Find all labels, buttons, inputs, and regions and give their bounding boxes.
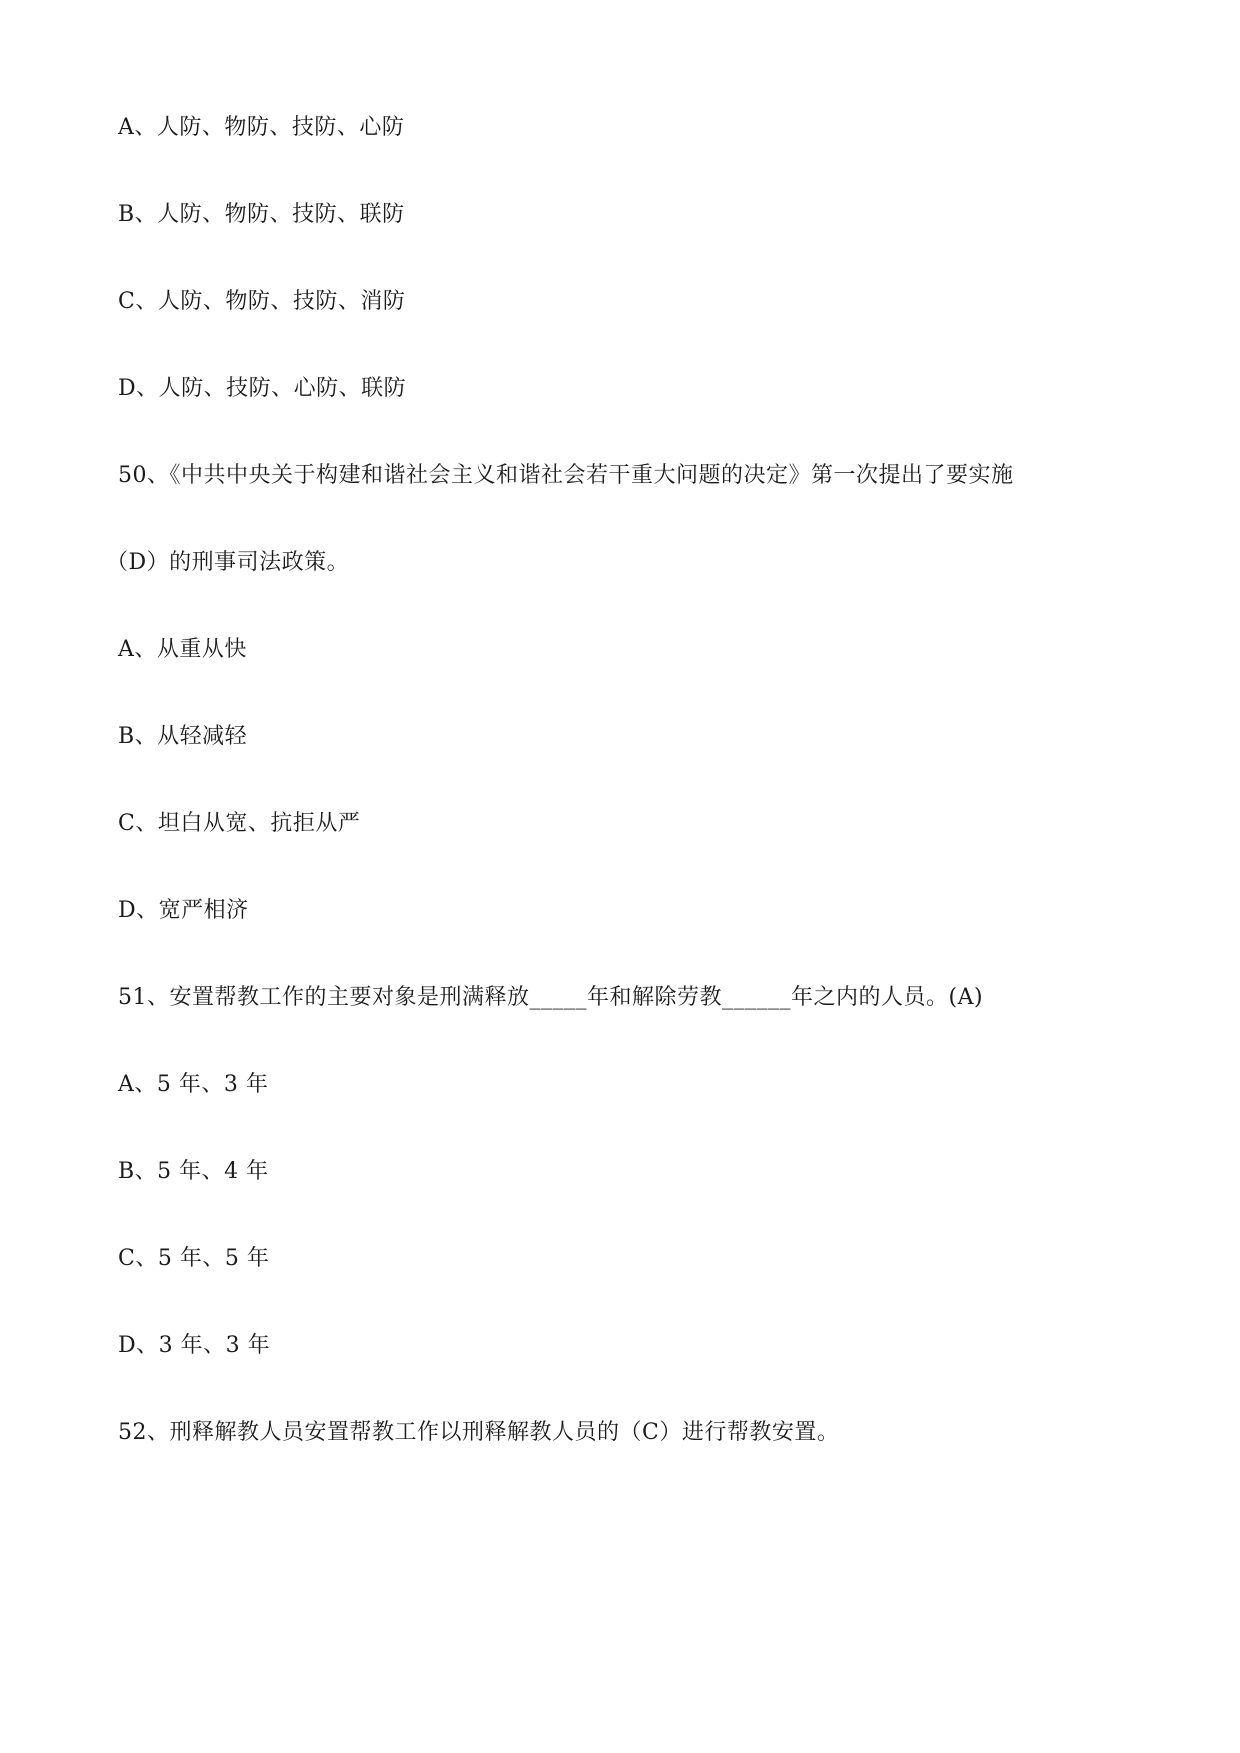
q50-stem-line2: （D）的刑事司法政策。: [106, 550, 350, 575]
q51-option-d: D、3 年、3 年: [118, 1333, 271, 1358]
q50-option-d: D、宽严相济: [118, 898, 249, 923]
q50-option-a: A、从重从快: [118, 637, 247, 662]
q49-option-a: A、人防、物防、技防、心防: [118, 115, 405, 140]
q50-stem-line1: 50、《中共中央关于构建和谐社会主义和谐社会若干重大问题的决定》第一次提出了要实施: [118, 463, 1014, 488]
q50-option-b: B、从轻减轻: [118, 724, 248, 749]
q51-option-a: A、5 年、3 年: [118, 1072, 269, 1097]
q51-option-c: C、5 年、5 年: [118, 1246, 270, 1271]
q52-stem: 52、刑释解教人员安置帮教工作以刑释解教人员的（C）进行帮教安置。: [118, 1420, 840, 1445]
q51-option-b: B、5 年、4 年: [118, 1159, 269, 1184]
q50-option-c: C、坦白从宽、抗拒从严: [118, 811, 361, 836]
q49-option-d: D、人防、技防、心防、联防: [118, 376, 407, 401]
q49-option-c: C、人防、物防、技防、消防: [118, 289, 406, 314]
q49-option-b: B、人防、物防、技防、联防: [118, 202, 405, 227]
q51-stem: 51、安置帮教工作的主要对象是刑满释放_____年和解除劳教______年之内的人员。(A): [118, 985, 984, 1010]
